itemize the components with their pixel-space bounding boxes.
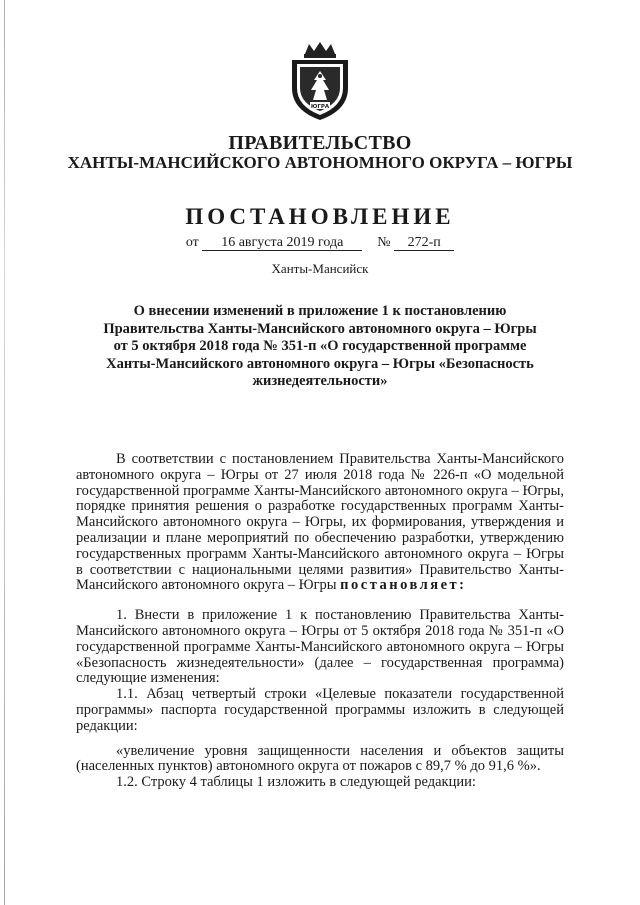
clause-1-1: 1.1. Абзац четвертый строки «Целевые показатели государственной программы» паспорта государственной программы изложить в следующей редакции: — [76, 686, 564, 734]
preamble-text: В соответствии с постановлением Правительства Ханты-Мансийского автономного округа – Югры от 27 июля 2018 года № 226-п «О модельной государственной программе Ханты-Мансийского автономного округа – Югры, порядке принятия решения о разработке государственных программ Ханты-Мансийского автономного округа – Югры, их формирования, утверждения и реализации и плане мероприятий по обеспечению разработки, утверждению государственных программ Ханты-Мансийского автономного округа – Югры в соответствии с национальными целями развития» Правительство Ханты-Мансийского автономного округа – Югры — [76, 451, 564, 594]
date-number-line — [0, 235, 640, 251]
government-subtitle: ХАНТЫ-МАНСИЙСКОГО АВТОНОМНОГО ОКРУГА – ЮГРЫ — [67, 153, 573, 172]
document-number: 272-п — [394, 235, 454, 251]
clause-1-1-quote: «увеличение уровня защищенности населения и объектов защиты (населенных пунктов) автономного округа от пожаров с 89,7 % до 91,6 %». — [76, 742, 564, 775]
decree-word: постановляет: — [340, 577, 467, 594]
emblem-ribbon-text: ЮГРА — [310, 104, 330, 110]
document-heading: О внесении изменений в приложение 1 к постановлению Правительства Ханты-Мансийского автономного округа – Югры от 5 октября 2018 года № 351-п «О государственной программе Ханты-Мансийского автономного округа – Югры «Безопасность жизнедеятельности» — [103, 303, 537, 389]
document-type-title: ПОСТАНОВЛЕНИЕ — [185, 204, 455, 229]
number-label: № — [377, 235, 391, 250]
city-name: Ханты-Мансийск — [271, 261, 369, 276]
date-from-label: от — [185, 235, 199, 250]
government-title: ПРАВИТЕЛЬСТВО — [228, 132, 412, 154]
preamble-paragraph — [76, 452, 564, 594]
document-body — [76, 452, 564, 791]
khmao-coat-of-arms-icon — [283, 40, 357, 124]
clause-1: 1. Внести в приложение 1 к постановлению Правительства Ханты-Мансийского автономного округа – Югры от 5 октября 2018 года № 351-п «О государственной программе Ханты-Мансийского автономного округа – Югры «Безопасность жизнедеятельности» (далее – государственная программа) следующие изменения: — [76, 607, 564, 687]
document-date: 16 августа 2019 года — [202, 235, 362, 251]
clause-1-2: 1.2. Строку 4 таблицы 1 изложить в следующей редакции: — [116, 774, 476, 791]
